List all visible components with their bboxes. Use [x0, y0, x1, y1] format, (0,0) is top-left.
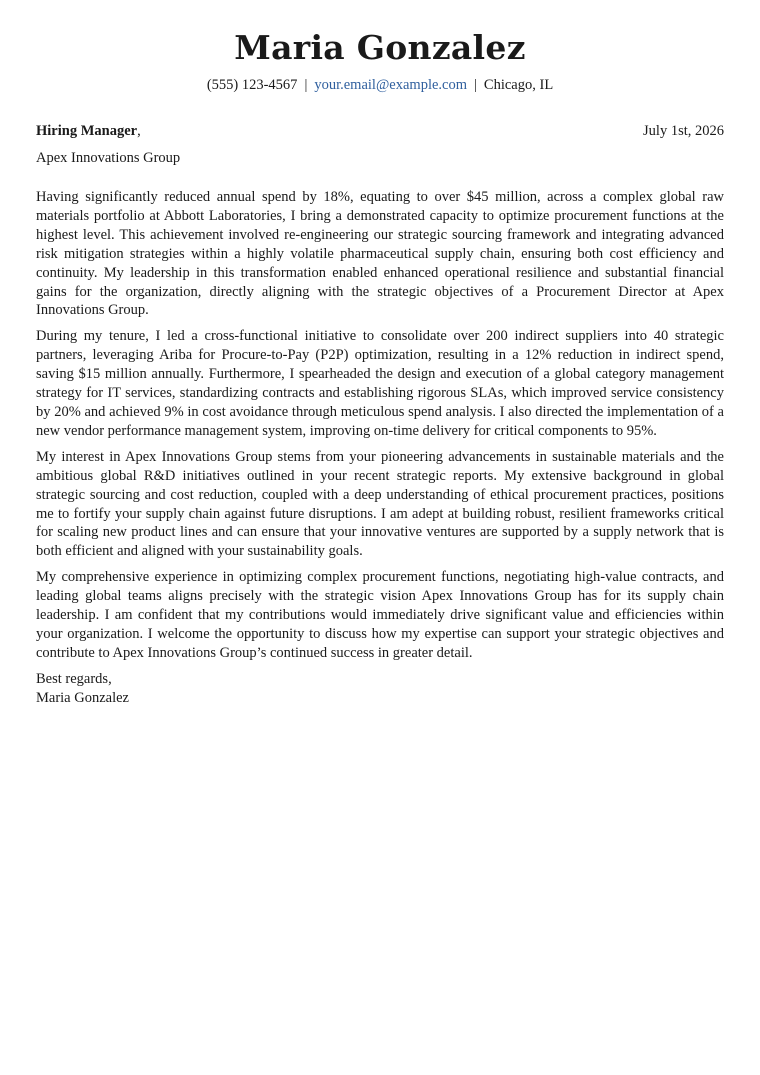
signature: Maria Gonzalez — [36, 689, 129, 706]
recipient-line — [36, 122, 141, 140]
body-paragraph: My comprehensive experience in optimizing complex procurement functions, negotiating high-value contracts, and leading global teams aligns precisely with the strategic vision Apex Innovations Group has for its supply chain leadership. I am confident that my contributions would immediately drive significant value and efficiencies within your organization. I welcome the opportunity to discuss how my expertise can support your strategic objectives and contribute to Apex Innovations Group’s continued success in greater detail. — [36, 569, 724, 661]
cover-letter-page — [36, 0, 724, 708]
letter-closing — [36, 670, 724, 708]
recipient-comma: , — [137, 123, 141, 139]
recipient-date-row — [36, 122, 724, 140]
email-link[interactable]: your.email@example.com — [314, 77, 468, 93]
sign-off: Best regards, — [36, 670, 112, 687]
phone-number: (555) 123-4567 — [206, 77, 298, 93]
body-paragraph: Having significantly reduced annual spend by 18%, equating to over $45 million, across a complex global raw materials portfolio at Abbott Laboratories, I bring a demonstrated capacity to optimize procurement functions at the highest level. This achievement involved re-engineering our strategic sourcing framework and integrating advanced risk mitigation strategies within a highly volatile pharmaceutical supply chain, ensuring both cost efficiency and continuity. My leadership in this transformation enabled enhanced operational resilience and substantial financial gains for the organization, directly aligning with the strategic objectives of a Procurement Director at Apex Innovations Group. — [36, 189, 724, 319]
separator: | — [474, 77, 477, 93]
letter-body — [36, 188, 724, 663]
letter-date: July 1st, 2026 — [643, 123, 724, 139]
body-paragraph: My interest in Apex Innovations Group stems from your pioneering advancements in sustainable materials and the ambitious global R&D initiatives outlined in your recent strategic reports. My extensive background in global strategic sourcing and cost reduction, coupled with a deep understanding of ethical procurement practices, positions me to fortify your supply chain against future disruptions. I am adept at building robust, resilient frameworks critical for scaling new product lines and can ensure that your innovative ventures are supported by a supply network that is both efficient and aligned with your sustainability goals. — [36, 448, 724, 560]
recipient-name: Hiring Manager — [36, 123, 138, 139]
location: Chicago, IL — [483, 77, 554, 93]
applicant-name: Maria Gonzalez — [234, 28, 526, 67]
body-paragraph: During my tenure, I led a cross-functional initiative to consolidate over 200 indirect suppliers into 40 strategic partners, leveraging Ariba for Procure-to-Pay (P2P) optimization, resulting in a 12% reduction in indirect spend, saving $15 million annually. Furthermore, I spearheaded the design and execution of a global category management strategy for IT services, standardizing contracts and establishing rigorous SLAs, which improved service consistency by 20% and achieved 9% in cost avoidance through meticulous spend analysis. I also directed the implementation of a new vendor performance management system, improving on-time delivery for critical components to 95%. — [36, 328, 724, 439]
letter-meta — [36, 122, 724, 167]
separator: | — [304, 77, 308, 93]
contact-line — [36, 76, 724, 94]
recipient-company: Apex Innovations Group — [36, 150, 181, 166]
